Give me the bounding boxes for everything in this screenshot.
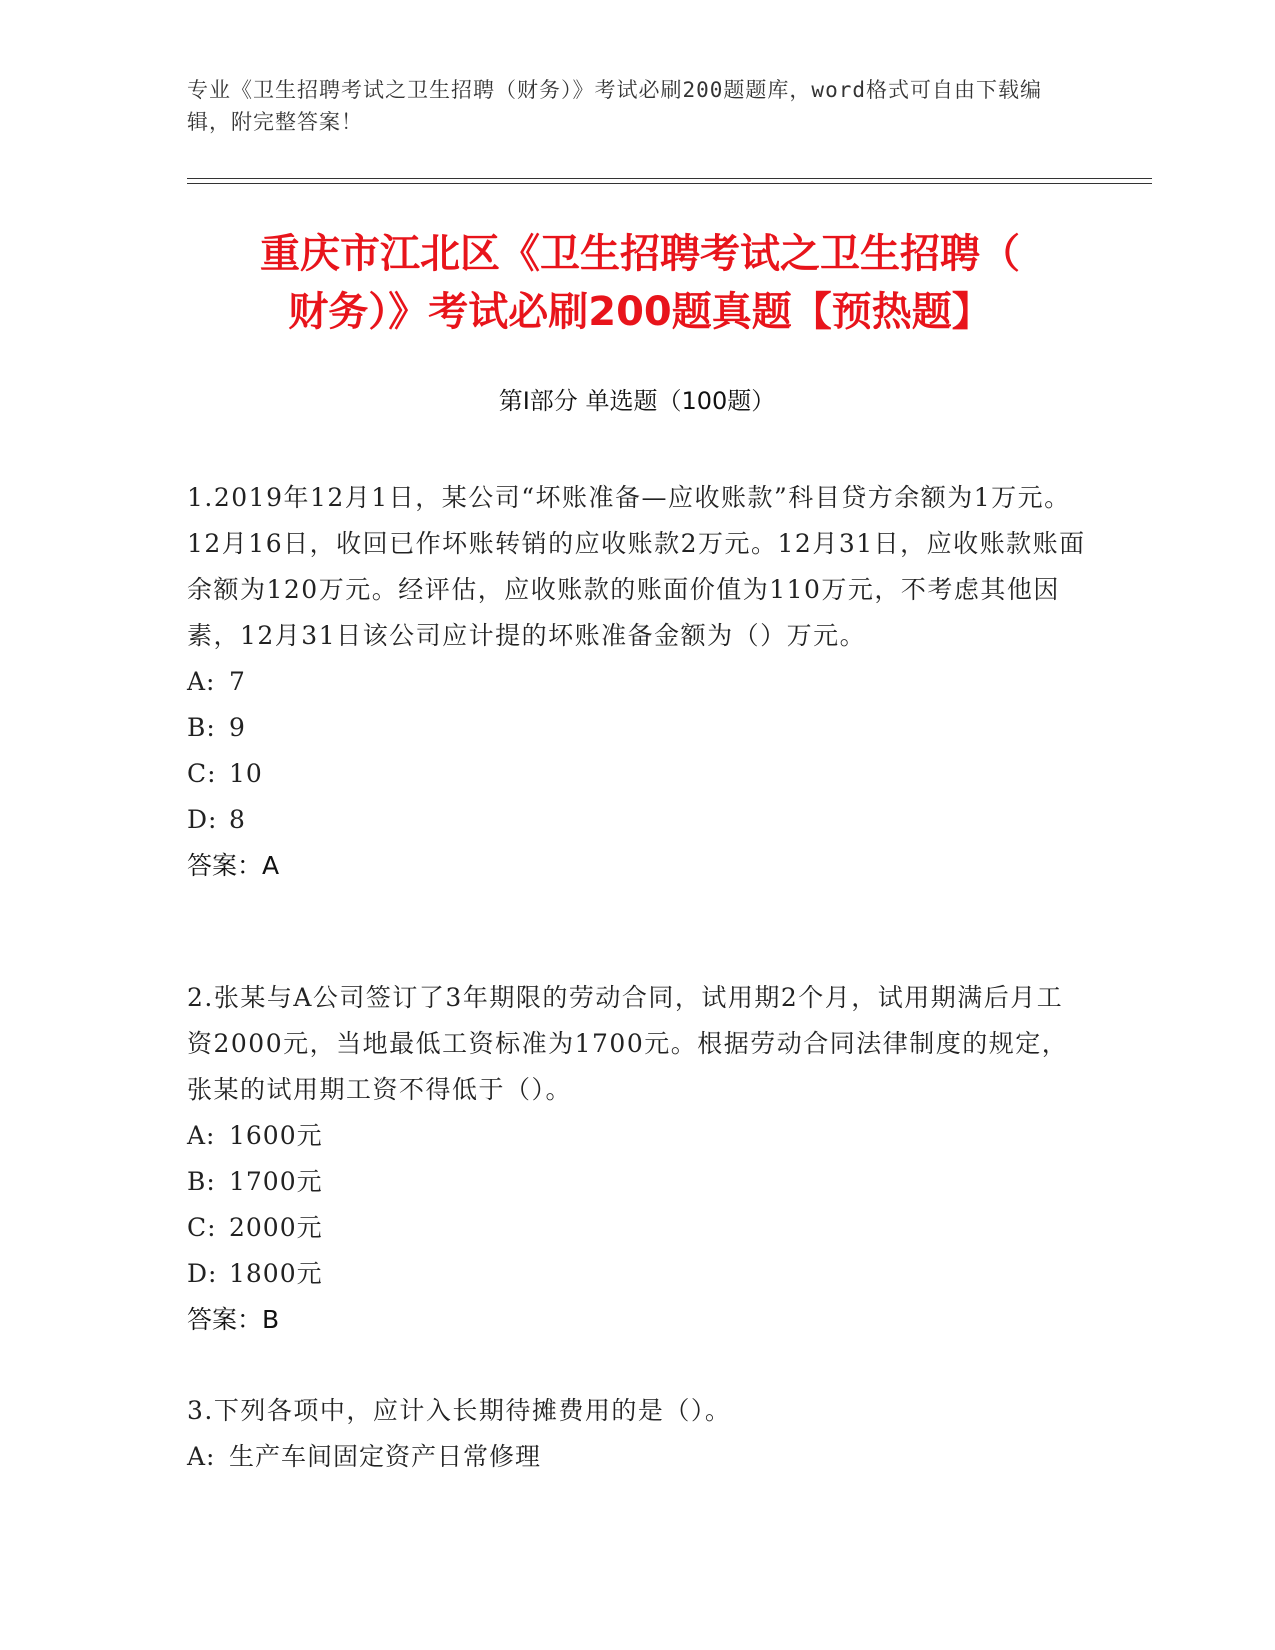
question-2-answer: 答案：B (187, 1305, 280, 1334)
question-1-option-d (187, 797, 1087, 843)
option-text: 10 (229, 759, 263, 788)
question-1-option-a (187, 659, 1087, 705)
question-1-option-c (187, 751, 1087, 797)
question-1-stem: 1.2019年12月1日，某公司“坏账准备—应收账款”科目贷方余额为1万元。12月16日，收回已作坏账转销的应收账款2万元。12月31日，应收账款账面余额为120万元。经评估，应收账款的账面价值为110万元，不考虑其他因素，12月31日该公司应计提的坏账准备金额为（）万元。 (187, 483, 1086, 650)
document-title-line-1: 重庆市江北区《卫生招聘考试之卫生招聘（ (260, 231, 1020, 277)
question-3-stem: 3.下列各项中，应计入长期待摊费用的是（）。 (187, 1396, 732, 1425)
option-text: 1800元 (229, 1259, 323, 1288)
question-1-option-b (187, 705, 1087, 751)
question-1 (187, 475, 1087, 889)
question-2-stem: 2.张某与A公司签订了3年期限的劳动合同，试用期2个月，试用期满后月工资2000元，当地最低工资标准为1700元。根据劳动合同法律制度的规定，张某的试用期工资不得低于（）。 (187, 983, 1069, 1104)
question-1-answer: 答案：A (187, 851, 280, 880)
question-2-option-d (187, 1251, 1087, 1297)
option-letter: C: (187, 759, 217, 788)
option-text: 1700元 (229, 1167, 323, 1196)
option-letter: A: (187, 1121, 216, 1150)
option-text: 1600元 (229, 1121, 323, 1150)
option-letter: A: (187, 1442, 216, 1471)
option-letter: D: (187, 1259, 218, 1288)
question-2-option-c (187, 1205, 1087, 1251)
question-3-option-a (187, 1434, 1087, 1480)
question-2-option-b (187, 1159, 1087, 1205)
document-title (190, 225, 1090, 341)
option-letter: C: (187, 1213, 217, 1242)
option-text: 7 (229, 667, 246, 696)
document-title-line-2: 财务）》考试必刷200题真题【预热题】 (288, 289, 992, 335)
option-letter: B: (187, 713, 216, 742)
section-heading: 第Ⅰ部分 单选题（100题） (498, 387, 776, 415)
question-2-option-a (187, 1113, 1087, 1159)
option-letter: B: (187, 1167, 216, 1196)
option-letter: D: (187, 805, 218, 834)
option-text: 8 (229, 805, 246, 834)
option-text: 2000元 (229, 1213, 323, 1242)
header-divider-bottom (187, 183, 1152, 184)
option-text: 9 (229, 713, 246, 742)
question-2 (187, 975, 1087, 1343)
question-3 (187, 1388, 1087, 1480)
option-letter: A: (187, 667, 216, 696)
header-note: 专业《卫生招聘考试之卫生招聘（财务）》考试必刷200题题库，word格式可自由下载编辑，附完整答案！ (187, 78, 1042, 134)
header-divider-top (187, 178, 1152, 179)
option-text: 生产车间固定资产日常修理 (229, 1442, 542, 1471)
